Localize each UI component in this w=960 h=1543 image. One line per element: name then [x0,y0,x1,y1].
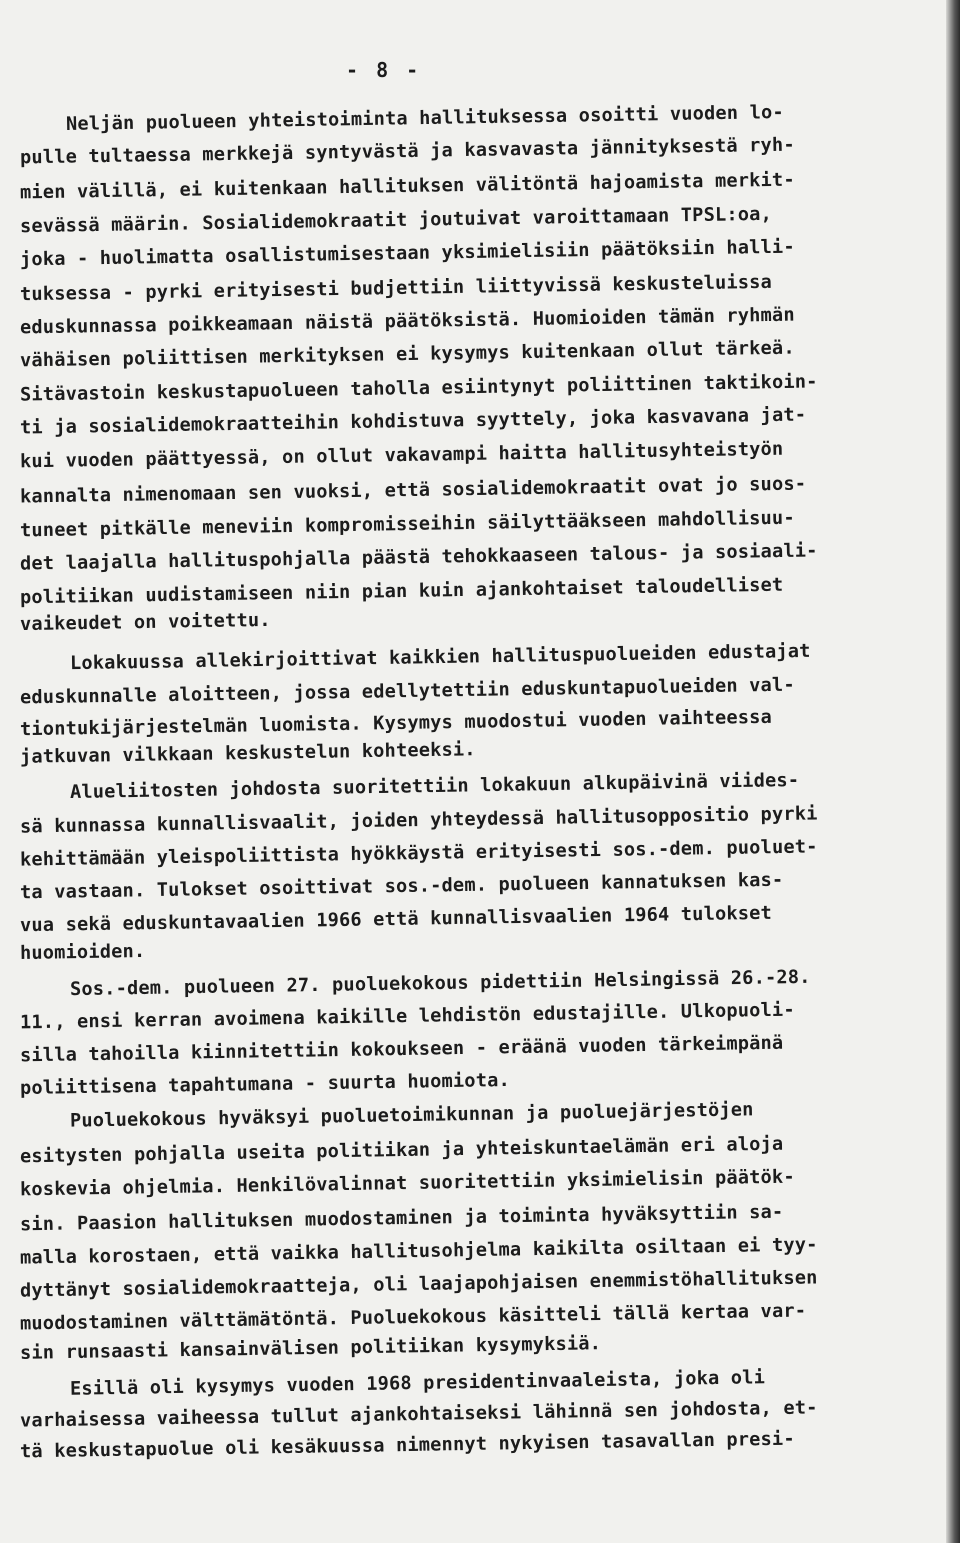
text-line: tuneet pitkälle meneviin kompromisseihin säilyttääkseen mahdollisuu- [19,507,795,542]
text-line: eduskunnalle aloitteen, jossa edellytettiin eduskuntapuolueiden val- [19,674,795,709]
text-line: tuksessa - pyrki erityisesti budjettiin liittyvissä keskusteluissa [19,271,773,306]
text-line: eduskunnassa poikkeamaan näistä päätöksistä. Huomioiden tämän ryhmän [19,304,795,339]
text-line: politiikan uudistamiseen niin pian kuin ajankohtaiset taloudelliset [19,574,784,609]
text-line: Puoluekokous hyväksyi puoluetoimikunnan ja puoluejärjestöjen [69,1099,754,1132]
text-line: Sitävastoin keskustapuolueen taholla esiintynyt poliittinen taktikoin- [19,371,818,406]
text-line: tiontukijärjestelmän luomista. Kysymys muodostui vuoden vaihteessa [19,706,773,741]
text-line: Esillä oli kysymys vuoden 1968 presidentinvaaleista, joka oli [69,1367,766,1400]
page-edge-shadow [946,0,960,1543]
text-line: sin runsaasti kansainvälisen politiikan kysymyksiä. [19,1333,602,1364]
text-line: kui vuoden päättyessä, on ollut vakavampi haitta hallitusyhteistyön [19,438,784,473]
text-line: vaikeudet on voitettu. [19,609,271,636]
text-line: pulle tultaessa merkkejä syntyvästä ja kasvavasta jännityksestä ryh- [19,134,795,169]
text-line: esitysten pohjalla useita politiikan ja yhteiskuntaelämän eri aloja [19,1133,784,1168]
text-line: dyttänyt sosialidemokraatteja, oli laajapohjaisen enemmistöhallituksen [19,1267,818,1302]
text-line: huomioiden. [19,940,146,965]
text-line: tä keskustapuolue oli kesäkuussa nimennyt nykyisen tasavallan presi- [19,1428,795,1463]
text-line: ti ja sosialidemokraatteihin kohdistuva syyttely, joka kasvavana jat- [19,404,807,439]
page-number: - 8 - [346,58,422,82]
text-line: sin. Paasion hallituksen muodostaminen ja toiminta hyväksyttiin sa- [19,1201,784,1236]
text-line: kehittämään yleispoliittista hyökkäystä erityisesti sos.-dem. puoluet- [19,836,818,871]
text-line: 11., ensi kerran avoimena kaikille lehdistön edustajille. Ulkopuoli- [19,999,795,1034]
text-line: jatkuvan vilkkaan keskustelun kohteeksi. [19,739,476,768]
text-line: ta vastaan. Tulokset osoittivat sos.-dem. puolueen kannatuksen kas- [19,869,784,904]
text-line: Alueliitosten johdosta suoritettiin lokakuun alkupäivinä viides- [69,769,800,804]
text-line: sä kunnassa kunnallisvaalit, joiden yhteydessä hallitusoppositio pyrki [19,803,818,838]
text-line: vua sekä eduskuntavaalien 1966 että kunnallisvaalien 1964 tulokset [19,902,773,937]
text-line: malla korostaen, että vaikka hallitusohjelma kaikilta osiltaan ei tyy- [19,1234,818,1269]
text-line: Neljän puolueen yhteistoiminta hallituksessa osoitti vuoden lo- [65,102,784,135]
text-line: koskevia ohjelmia. Henkilövalinnat suoritettiin yksimielisin päätök- [19,1166,795,1201]
text-line: Sos.-dem. puolueen 27. puoluekokous pidettiin Helsingissä 26.-28. [69,966,811,1001]
text-line: mien välillä, ei kuitenkaan hallituksen välitöntä hajoamista merkit- [19,169,795,204]
text-line: vähäisen poliittisen merkityksen ei kysymys kuitenkaan ollut tärkeä. [19,337,795,372]
text-line: kannalta nimenomaan sen vuoksi, että sosialidemokraatit ovat jo suos- [19,473,807,508]
text-line: poliittisena tapahtumana - suurta huomiota. [19,1069,511,1100]
text-line: muodostaminen välttämätöntä. Puoluekokous käsitteli tällä kertaa var- [19,1300,807,1335]
text-line: silla tahoilla kiinnitettiin kokoukseen - eräänä vuoden tärkeimpänä [19,1032,784,1067]
text-line: varhaisessa vaiheessa tullut ajankohtaiseksi lähinnä sen johdosta, et- [19,1397,818,1432]
text-line: joka - huolimatta osallistumisestaan yksimielisiin päätöksiin halli- [19,236,795,271]
text-line: sevässä määrin. Sosialidemokraatit joutuivat varoittamaan TPSL:oa, [19,203,773,238]
text-line: det laajalla hallituspohjalla päästä tehokkaaseen talous- ja sosiaali- [19,540,818,575]
text-line: Lokakuussa allekirjoittivat kaikkien hallituspuolueiden edustajat [69,640,811,675]
